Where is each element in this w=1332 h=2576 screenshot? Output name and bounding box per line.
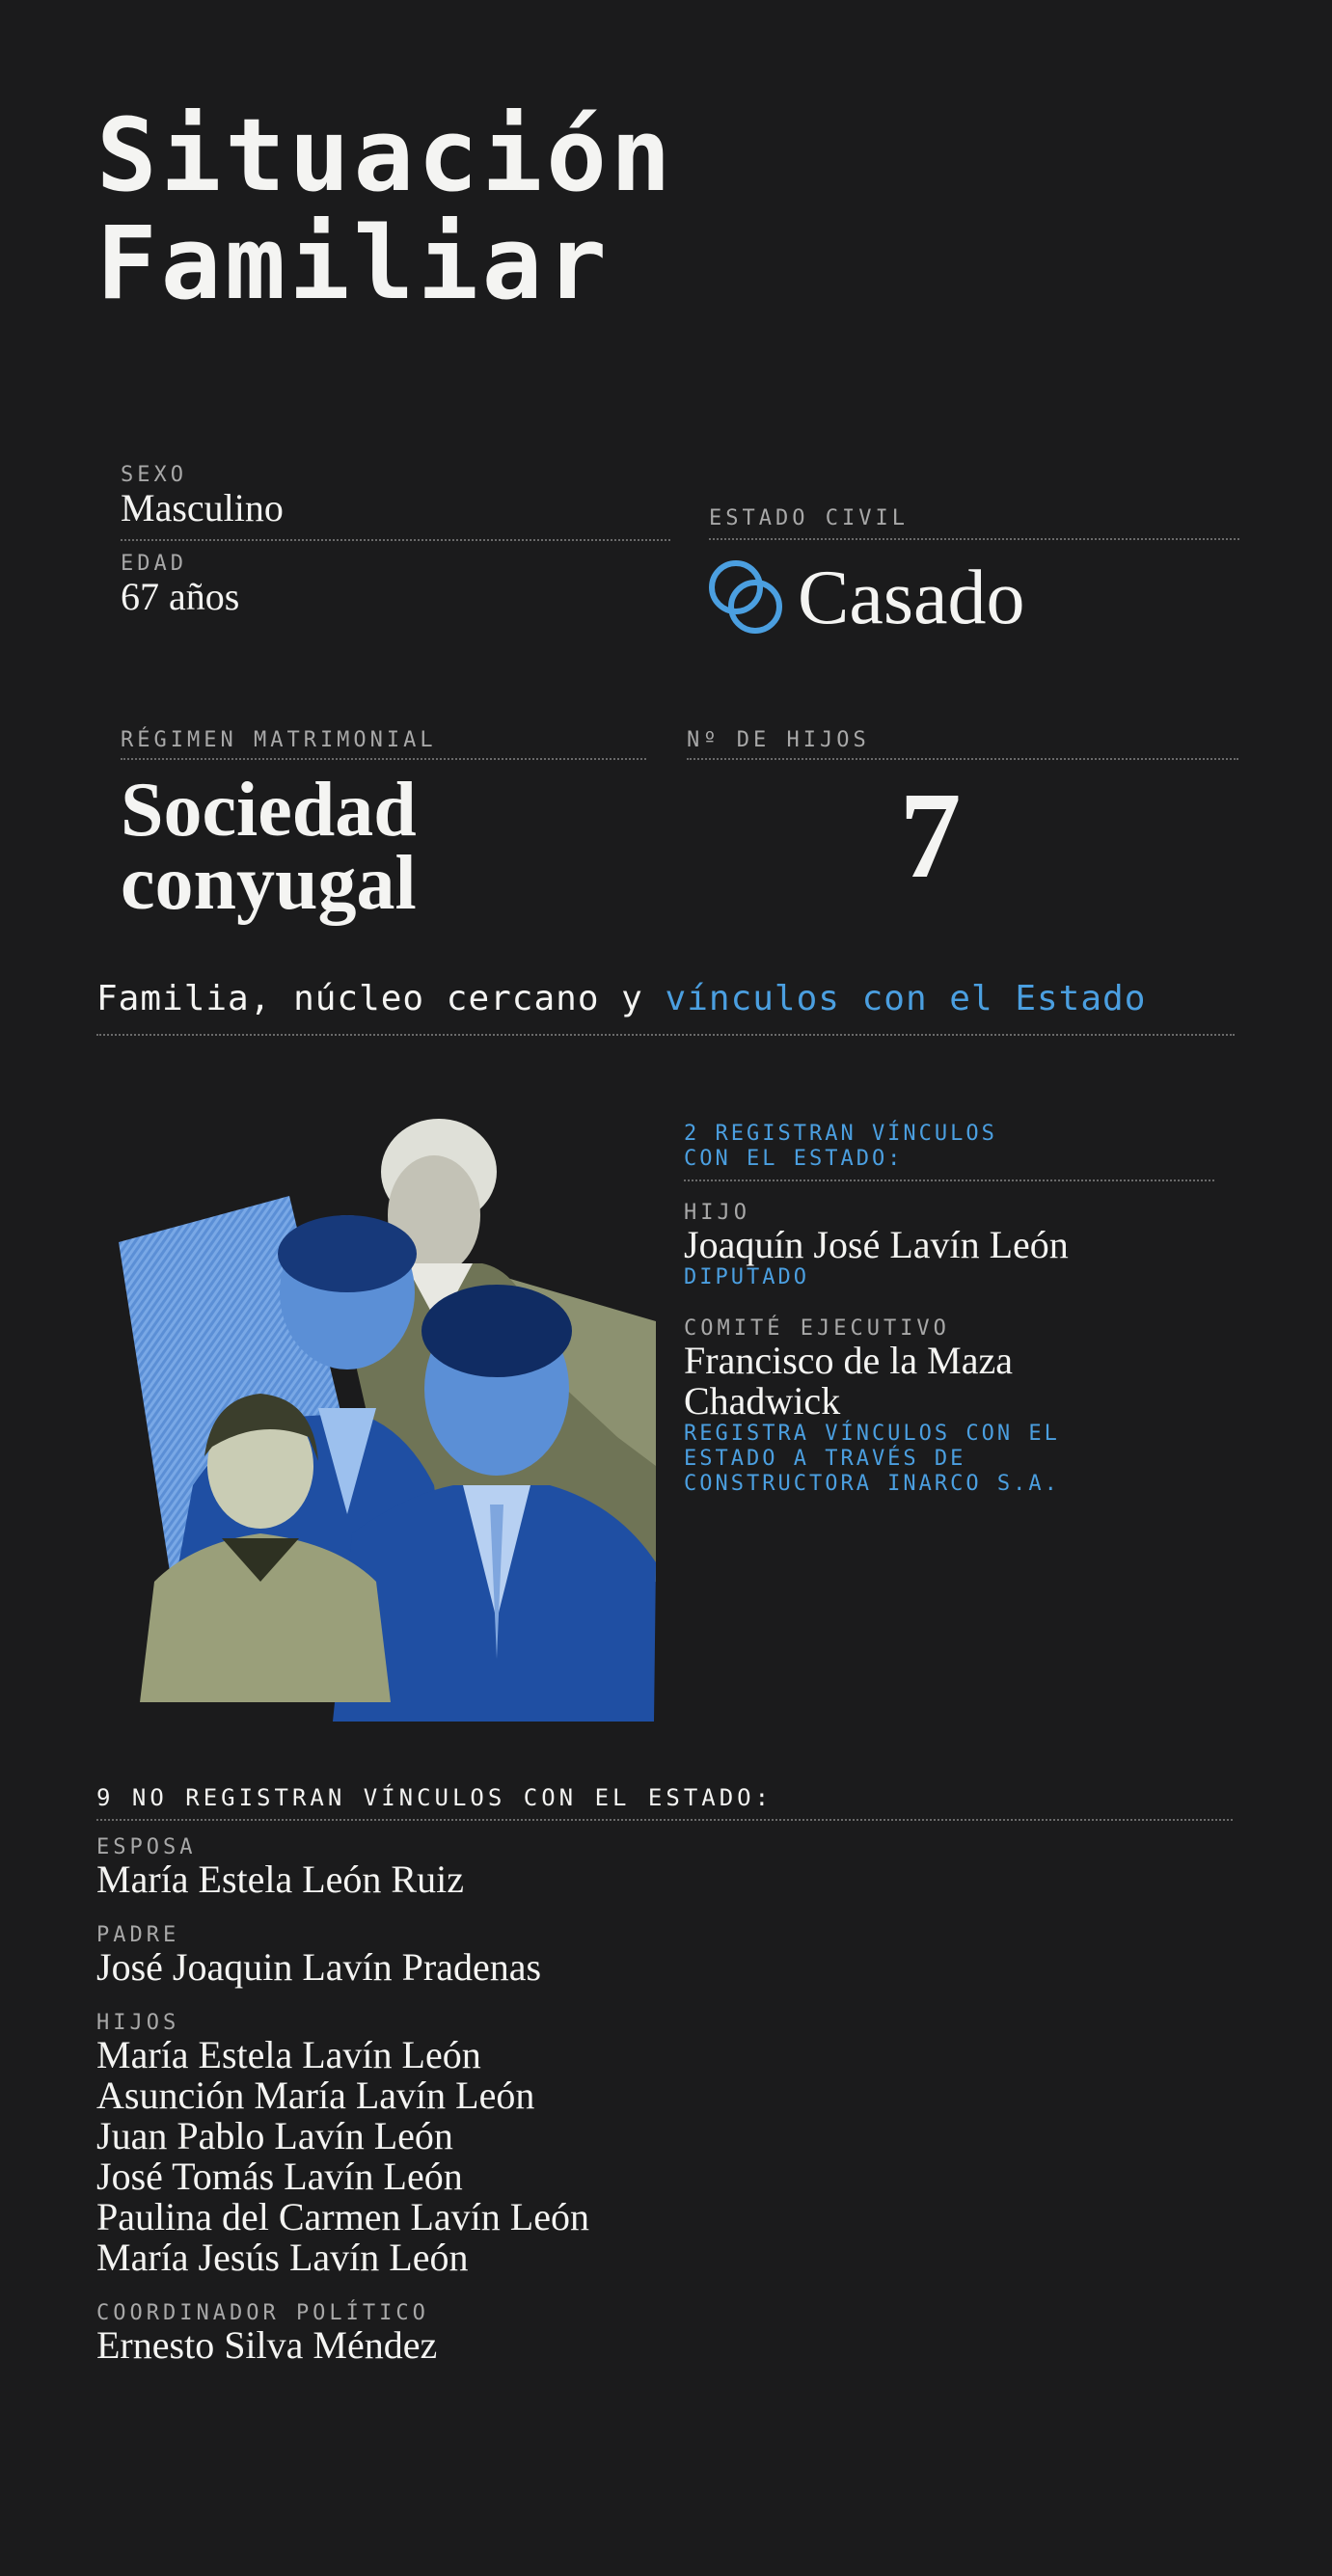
without-links-header-text: 9 NO REGISTRAN VÍNCULOS CON EL ESTADO: bbox=[96, 1784, 774, 1811]
person-2-role: COMITÉ EJECUTIVO bbox=[684, 1316, 950, 1341]
edad-label: EDAD bbox=[121, 552, 187, 576]
person-2-name-line-2: Chadwick bbox=[684, 1379, 841, 1423]
sexo-value: Masculino bbox=[121, 487, 670, 541]
regimen-label: RÉGIMEN MATRIMONIAL bbox=[121, 728, 437, 752]
family-section-title: Familia, núcleo cercano y bbox=[96, 979, 643, 1018]
without-links-list bbox=[96, 1835, 965, 2366]
title-line-1: Situación bbox=[96, 96, 675, 214]
with-links-header-line-2: CON EL ESTADO: bbox=[684, 1147, 904, 1171]
regimen-line-2: conyugal bbox=[121, 841, 417, 926]
esposa-name: María Estela León Ruiz bbox=[96, 1857, 464, 1901]
sexo-block bbox=[121, 463, 670, 541]
without-links-header bbox=[96, 1784, 1233, 1821]
edad-value: 67 años bbox=[121, 575, 240, 618]
esposa-label: ESPOSA bbox=[96, 1835, 197, 1859]
regimen-value bbox=[121, 768, 417, 926]
list-item: José Tomás Lavín León bbox=[96, 2155, 463, 2198]
person-2-name-line-1: Francisco de la Maza bbox=[684, 1339, 1013, 1382]
person-1-name: Joaquín José Lavín León bbox=[684, 1223, 1069, 1266]
person-1-role: HIJO bbox=[684, 1201, 750, 1225]
hijos-count-label: Nº DE HIJOS bbox=[687, 728, 870, 752]
person-1-detail: DIPUTADO bbox=[684, 1265, 809, 1289]
coordinador-label: COORDINADOR POLÍTICO bbox=[96, 2301, 429, 2325]
estado-civil-label-row bbox=[709, 506, 1239, 540]
estado-civil-value: Casado bbox=[798, 556, 1025, 640]
person-2-detail-line-2: ESTADO A TRAVÉS DE bbox=[684, 1447, 966, 1471]
list-item: María Jesús Lavín León bbox=[96, 2236, 469, 2279]
hijos-count-label-row bbox=[687, 728, 1238, 760]
list-item: Asunción María Lavín León bbox=[96, 2074, 535, 2117]
page-title bbox=[96, 96, 675, 322]
hijos-count-value: 7 bbox=[899, 767, 962, 904]
estado-civil-label: ESTADO CIVIL bbox=[709, 506, 909, 530]
list-item: María Estela Lavín León bbox=[96, 2033, 481, 2076]
title-line-2: Familiar bbox=[96, 204, 611, 322]
with-links-header bbox=[684, 1122, 1214, 1181]
family-photo-collage bbox=[116, 1080, 661, 1722]
with-links-header-line-1: 2 REGISTRAN VÍNCULOS bbox=[684, 1122, 997, 1146]
padre-label: PADRE bbox=[96, 1923, 180, 1947]
with-links-person-1 bbox=[684, 1201, 1224, 1290]
coordinador-name: Ernesto Silva Méndez bbox=[96, 2323, 438, 2367]
regimen-line-1: Sociedad bbox=[121, 768, 417, 853]
family-section-highlight: vínculos con el Estado bbox=[665, 979, 1147, 1018]
sexo-label: SEXO bbox=[121, 463, 187, 487]
person-2-detail-line-3: CONSTRUCTORA INARCO S.A. bbox=[684, 1472, 1060, 1496]
list-item: Paulina del Carmen Lavín León bbox=[96, 2195, 589, 2238]
edad-block bbox=[121, 552, 670, 618]
with-links-person-2 bbox=[684, 1316, 1243, 1497]
rings-icon bbox=[707, 558, 786, 637]
padre-name: José Joaquin Lavín Pradenas bbox=[96, 1945, 542, 1989]
regimen-label-row bbox=[121, 728, 646, 760]
hijos-list bbox=[96, 2035, 965, 2278]
person-2-detail-line-1: REGISTRA VÍNCULOS CON EL bbox=[684, 1422, 1060, 1446]
estado-civil-value-row bbox=[707, 557, 1025, 638]
hijos-label: HIJOS bbox=[96, 2011, 180, 2035]
list-item: Juan Pablo Lavín León bbox=[96, 2114, 453, 2157]
family-section-header bbox=[96, 979, 1235, 1036]
